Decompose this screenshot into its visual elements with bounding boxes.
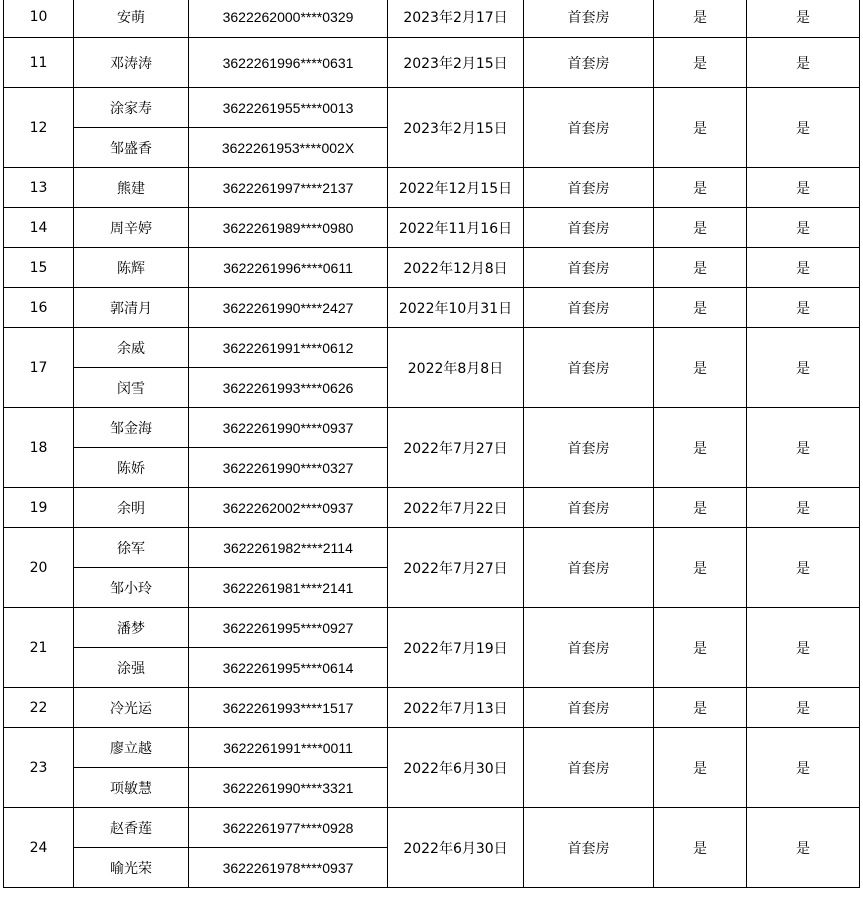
condition-a: 是 — [654, 208, 747, 248]
house-type: 首套房 — [524, 168, 654, 208]
contract-date: 2022年12月8日 — [388, 248, 524, 288]
row-number: 16 — [4, 288, 74, 328]
row-number: 18 — [4, 408, 74, 488]
contract-date: 2023年2月15日 — [388, 38, 524, 88]
contract-date: 2022年7月27日 — [388, 408, 524, 488]
contract-date: 2022年8月8日 — [388, 328, 524, 408]
condition-b: 是 — [747, 248, 860, 288]
applicant-name: 安萌 — [74, 0, 189, 38]
row-number: 14 — [4, 208, 74, 248]
table-row — [4, 168, 860, 208]
applicant-name: 邹金海 — [74, 408, 189, 448]
table-row — [4, 488, 860, 528]
table-row — [4, 0, 860, 38]
applicant-name: 徐军 — [74, 528, 189, 568]
house-type: 首套房 — [524, 408, 654, 488]
id-number: 3622261991****0011 — [189, 728, 388, 768]
applicant-name: 涂家寿 — [74, 88, 189, 128]
id-number: 3622261989****0980 — [189, 208, 388, 248]
house-type: 首套房 — [524, 0, 654, 38]
condition-b: 是 — [747, 208, 860, 248]
condition-b: 是 — [747, 728, 860, 808]
applicant-name: 郭清月 — [74, 288, 189, 328]
table-row — [4, 88, 860, 128]
id-number: 3622261990****2427 — [189, 288, 388, 328]
contract-date: 2023年2月17日 — [388, 0, 524, 38]
applicant-name: 喻光荣 — [74, 848, 189, 888]
condition-b: 是 — [747, 688, 860, 728]
row-number: 19 — [4, 488, 74, 528]
condition-a: 是 — [654, 688, 747, 728]
contract-date: 2022年6月30日 — [388, 808, 524, 888]
table-row — [4, 728, 860, 768]
applicant-name: 陈娇 — [74, 448, 189, 488]
condition-b: 是 — [747, 488, 860, 528]
id-number: 3622261997****2137 — [189, 168, 388, 208]
id-number: 3622261993****0626 — [189, 368, 388, 408]
condition-a: 是 — [654, 488, 747, 528]
id-number: 3622262002****0937 — [189, 488, 388, 528]
house-type: 首套房 — [524, 248, 654, 288]
house-type: 首套房 — [524, 38, 654, 88]
applicant-name: 项敏慧 — [74, 768, 189, 808]
house-type: 首套房 — [524, 688, 654, 728]
table-row — [4, 288, 860, 328]
applicant-name: 赵香莲 — [74, 808, 189, 848]
table-row — [4, 408, 860, 448]
applicant-name: 闵雪 — [74, 368, 189, 408]
id-number: 3622262000****0329 — [189, 0, 388, 38]
contract-date: 2022年7月22日 — [388, 488, 524, 528]
row-number: 12 — [4, 88, 74, 168]
row-number: 23 — [4, 728, 74, 808]
contract-date: 2023年2月15日 — [388, 88, 524, 168]
id-number: 3622261996****0611 — [189, 248, 388, 288]
id-number: 3622261990****0937 — [189, 408, 388, 448]
contract-date: 2022年11月16日 — [388, 208, 524, 248]
condition-b: 是 — [747, 0, 860, 38]
house-type: 首套房 — [524, 488, 654, 528]
id-number: 3622261953****002X — [189, 128, 388, 168]
house-type: 首套房 — [524, 328, 654, 408]
id-number: 3622261995****0927 — [189, 608, 388, 648]
contract-date: 2022年7月13日 — [388, 688, 524, 728]
condition-a: 是 — [654, 808, 747, 888]
row-number: 15 — [4, 248, 74, 288]
table-row — [4, 38, 860, 88]
contract-date: 2022年7月27日 — [388, 528, 524, 608]
house-type: 首套房 — [524, 728, 654, 808]
applicant-name: 邓涛涛 — [74, 38, 189, 88]
table-row — [4, 808, 860, 848]
id-number: 3622261990****0327 — [189, 448, 388, 488]
condition-b: 是 — [747, 168, 860, 208]
house-type: 首套房 — [524, 528, 654, 608]
condition-b: 是 — [747, 328, 860, 408]
condition-a: 是 — [654, 248, 747, 288]
house-type: 首套房 — [524, 808, 654, 888]
table-row — [4, 248, 860, 288]
applicant-name: 余威 — [74, 328, 189, 368]
house-type: 首套房 — [524, 88, 654, 168]
contract-date: 2022年10月31日 — [388, 288, 524, 328]
condition-b: 是 — [747, 808, 860, 888]
applicant-name: 廖立越 — [74, 728, 189, 768]
house-type: 首套房 — [524, 208, 654, 248]
row-number: 21 — [4, 608, 74, 688]
condition-a: 是 — [654, 728, 747, 808]
applicant-name: 冷光运 — [74, 688, 189, 728]
condition-b: 是 — [747, 408, 860, 488]
id-number: 3622261991****0612 — [189, 328, 388, 368]
condition-a: 是 — [654, 88, 747, 168]
row-number: 20 — [4, 528, 74, 608]
applicant-table — [3, 0, 860, 888]
condition-b: 是 — [747, 608, 860, 688]
condition-b: 是 — [747, 528, 860, 608]
row-number: 24 — [4, 808, 74, 888]
id-number: 3622261996****0631 — [189, 38, 388, 88]
contract-date: 2022年12月15日 — [388, 168, 524, 208]
contract-date: 2022年7月19日 — [388, 608, 524, 688]
table-row — [4, 528, 860, 568]
applicant-name: 邹小玲 — [74, 568, 189, 608]
applicant-name: 涂强 — [74, 648, 189, 688]
row-number: 11 — [4, 38, 74, 88]
condition-a: 是 — [654, 38, 747, 88]
row-number: 22 — [4, 688, 74, 728]
id-number: 3622261995****0614 — [189, 648, 388, 688]
condition-a: 是 — [654, 168, 747, 208]
condition-b: 是 — [747, 38, 860, 88]
condition-a: 是 — [654, 608, 747, 688]
applicant-name: 熊建 — [74, 168, 189, 208]
condition-a: 是 — [654, 288, 747, 328]
id-number: 3622261977****0928 — [189, 808, 388, 848]
contract-date: 2022年6月30日 — [388, 728, 524, 808]
condition-a: 是 — [654, 0, 747, 38]
id-number: 3622261993****1517 — [189, 688, 388, 728]
row-number: 13 — [4, 168, 74, 208]
row-number: 10 — [4, 0, 74, 38]
condition-b: 是 — [747, 288, 860, 328]
condition-a: 是 — [654, 408, 747, 488]
table-row — [4, 688, 860, 728]
condition-a: 是 — [654, 528, 747, 608]
condition-b: 是 — [747, 88, 860, 168]
id-number: 3622261982****2114 — [189, 528, 388, 568]
id-number: 3622261955****0013 — [189, 88, 388, 128]
id-number: 3622261981****2141 — [189, 568, 388, 608]
applicant-name: 周辛婷 — [74, 208, 189, 248]
applicant-name: 邹盛香 — [74, 128, 189, 168]
applicant-name: 陈辉 — [74, 248, 189, 288]
table-row — [4, 208, 860, 248]
table-row — [4, 608, 860, 648]
condition-a: 是 — [654, 328, 747, 408]
house-type: 首套房 — [524, 608, 654, 688]
applicant-name: 余明 — [74, 488, 189, 528]
id-number: 3622261990****3321 — [189, 768, 388, 808]
row-number: 17 — [4, 328, 74, 408]
id-number: 3622261978****0937 — [189, 848, 388, 888]
applicant-name: 潘梦 — [74, 608, 189, 648]
table-row — [4, 328, 860, 368]
house-type: 首套房 — [524, 288, 654, 328]
